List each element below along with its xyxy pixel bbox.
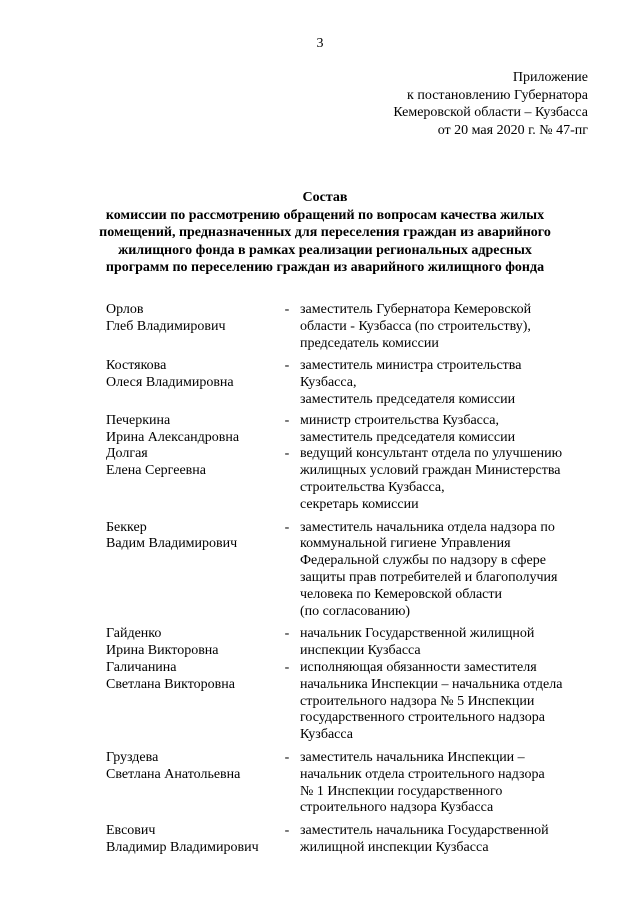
member-role — [300, 750, 606, 817]
commission-member — [106, 626, 606, 660]
member-dash: - — [284, 626, 290, 642]
member-dash: - — [284, 302, 290, 317]
member-surname: Костякова — [106, 358, 167, 374]
member-given-names: Владимир Владимирович — [106, 839, 259, 855]
member-role-line: области - Кузбасса (по строительству), — [300, 318, 531, 334]
member-role — [300, 358, 606, 408]
member-name — [106, 626, 274, 660]
title-heading: Состав — [302, 190, 348, 205]
member-dash: - — [284, 749, 290, 765]
member-dash: - — [284, 823, 290, 839]
member-role-line: начальника Инспекции – начальника отдела — [300, 676, 563, 692]
member-role-line: жилищной инспекции Кузбасса — [300, 839, 489, 855]
member-role — [300, 302, 606, 352]
member-surname: Гайденко — [106, 626, 162, 642]
member-surname: Беккер — [106, 519, 147, 535]
member-given-names: Светлана Анатольевна — [106, 766, 241, 782]
member-role-line: строительства Кузбасса, — [300, 479, 445, 495]
title-line: программ по переселению граждан из аварийного жилищного фонда — [105, 260, 545, 275]
member-dash: - — [284, 659, 290, 675]
member-role-line: ведущий консультант отдела по улучшению — [300, 446, 563, 462]
commission-member — [106, 750, 606, 817]
appendix-line: Кемеровской области – Кузбасса — [393, 105, 588, 120]
title-line: комиссии по рассмотрению обращений по вопросам качества жилых — [105, 207, 545, 223]
member-surname: Евсович — [106, 823, 156, 839]
commission-member — [106, 660, 606, 744]
title-line: жилищного фонда в рамках реализации региональных адресных — [118, 242, 532, 258]
member-role-line: строительного надзора № 5 Инспекции — [300, 693, 535, 709]
member-given-names: Глеб Владимирович — [106, 318, 226, 334]
member-given-names: Елена Сергеевна — [106, 463, 206, 479]
member-role — [300, 446, 606, 513]
member-role-line: заместитель начальника отдела надзора по — [300, 519, 555, 535]
document-title — [60, 189, 590, 277]
member-name — [106, 750, 274, 817]
member-role-line: заместитель начальника Инспекции – — [300, 749, 525, 765]
member-role-line: № 1 Инспекции государственного — [300, 783, 503, 799]
member-given-names: Ирина Александровна — [106, 429, 240, 445]
member-role-line: Федеральной службы по надзору в сфере — [300, 553, 546, 569]
member-role — [300, 520, 606, 621]
member-role-line: инспекции Кузбасса — [300, 643, 421, 659]
member-role-line: Кузбасса, — [300, 375, 357, 391]
member-surname: Долгая — [106, 446, 148, 462]
member-surname: Печеркина — [106, 412, 171, 428]
member-surname: Груздева — [106, 749, 159, 765]
member-role-line: защиты прав потребителей и благополучия — [300, 569, 558, 585]
member-role-line: исполняющая обязанности заместителя — [300, 659, 537, 675]
member-name — [106, 446, 274, 513]
member-role-line: председатель комиссии — [300, 335, 439, 351]
appendix-line: Приложение — [512, 70, 588, 85]
member-role — [300, 413, 606, 447]
member-given-names: Ирина Викторовна — [106, 643, 219, 659]
commission-member — [106, 358, 606, 408]
member-role-line: заместитель Губернатора Кемеровской — [300, 302, 532, 317]
member-name — [106, 520, 274, 621]
commission-member — [106, 520, 606, 621]
member-given-names: Олеся Владимировна — [106, 375, 234, 391]
member-role — [300, 626, 606, 660]
commission-member — [106, 446, 606, 513]
commission-member — [106, 823, 606, 857]
appendix-line: от 20 мая 2020 г. № 47-пг — [437, 122, 588, 138]
member-role — [300, 823, 606, 857]
member-role-line: заместитель председателя комиссии — [300, 429, 516, 445]
member-role-line: коммунальной гигиене Управления — [300, 536, 511, 552]
member-role-line: государственного строительного надзора — [300, 710, 545, 726]
member-dash: - — [284, 519, 290, 535]
member-dash: - — [284, 446, 290, 462]
member-name — [106, 823, 274, 857]
member-role-line: начальник отдела строительного надзора — [300, 766, 545, 782]
member-role-line: строительного надзора Кузбасса — [300, 800, 494, 816]
member-name — [106, 413, 274, 447]
member-surname: Орлов — [106, 302, 144, 317]
member-role-line: заместитель начальника Государственной — [300, 823, 549, 839]
member-role — [300, 660, 606, 744]
member-role-line: жилищных условий граждан Министерства — [300, 463, 561, 479]
title-line: помещений, предназначенных для переселения граждан из аварийного — [99, 225, 551, 240]
member-role-line: заместитель председателя комиссии — [300, 391, 516, 407]
member-role-line: человека по Кемеровской области — [300, 586, 502, 602]
member-role-line: (по согласованию) — [300, 603, 411, 619]
commission-member — [106, 302, 606, 352]
commission-member-list — [106, 302, 606, 857]
member-given-names: Светлана Викторовна — [106, 676, 235, 692]
member-given-names: Вадим Владимирович — [106, 536, 238, 552]
member-surname: Галичанина — [106, 659, 177, 675]
member-name — [106, 358, 274, 408]
member-role-line: секретарь комиссии — [300, 496, 419, 512]
appendix-header — [393, 69, 588, 139]
member-role-line: Кузбасса — [300, 727, 353, 743]
member-dash: - — [284, 358, 290, 374]
member-name — [106, 302, 274, 352]
appendix-line: к постановлению Губернатора — [407, 87, 588, 103]
member-role-line: министр строительства Кузбасса, — [300, 412, 499, 428]
member-role-line: начальник Государственной жилищной — [300, 626, 535, 642]
commission-member — [106, 413, 606, 447]
member-name — [106, 660, 274, 744]
member-dash: - — [284, 412, 290, 428]
member-role-line: заместитель министра строительства — [300, 358, 522, 374]
page-number: 3 — [316, 36, 324, 51]
